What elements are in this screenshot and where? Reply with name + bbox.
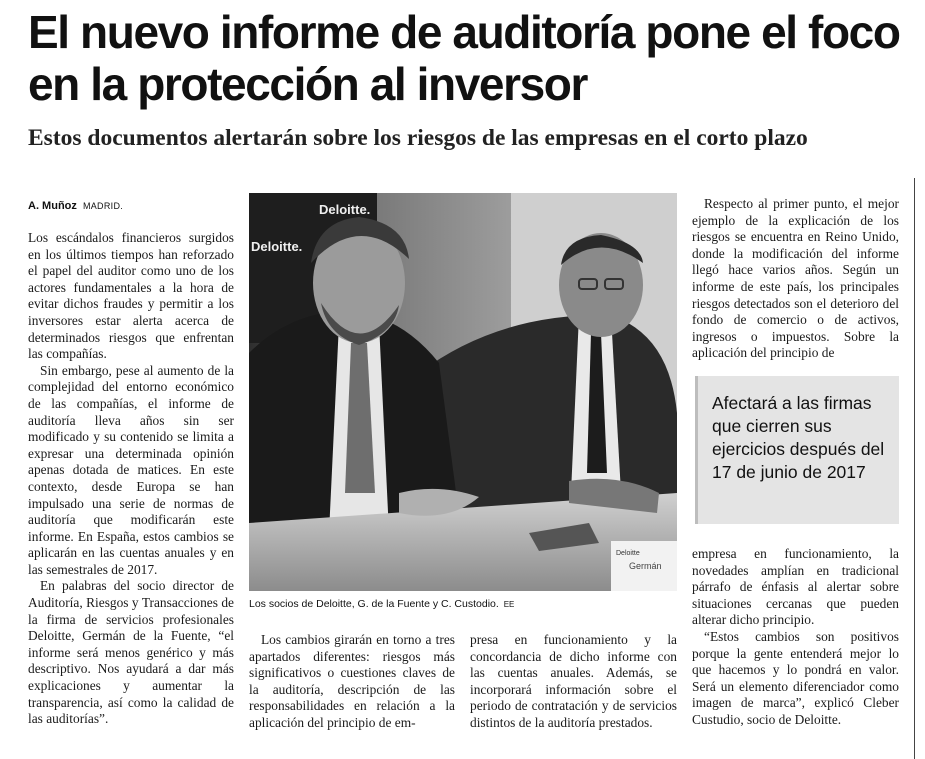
- photo-sign-left: Deloitte.: [251, 239, 303, 254]
- byline: [28, 200, 123, 212]
- photo-sign-top: Deloitte.: [319, 202, 371, 217]
- headline: El nuevo informe de auditoría pone el foco en la protección al inversor: [28, 6, 900, 110]
- column1-paragraph-3: En palabras del socio director de Auditoría, Riesgos y Transacciones de la firma de servicios profesionales Deloitte, Germán de la Fuente, “el informe será menos genérico y más descriptivo. Nos ayudará a dar más explicaciones y aumentar la transparencia, así como la calidad de las auditorías”.: [28, 578, 234, 727]
- photo-caption: [249, 598, 679, 610]
- article-column-1: [28, 230, 234, 728]
- byline-author: A. Muñoz: [28, 200, 77, 212]
- photo-nameplate-logo: Deloitte: [616, 550, 640, 557]
- column4-paragraph-1: Respecto al primer punto, el mejor ejemplo de la explicación de los riesgos se encuentra en Reino Unido, donde la modificación del informe llegó hace varios años. Según un informe de este país, los principales riesgos detectados son el deterioro del fondo de comercio o de activos, ingresos o impuestos. Sobre la aplicación del principio de: [692, 196, 899, 361]
- column1-paragraph-2: Sin embargo, pese al aumento de la complejidad del entorno económico de las compañías, el informe de auditoría lleva años sin ser modificado y su contenido se limita a expresar una determinada opinión apenas dotada de matices. En este contexto, desde Europa se han impulsado una serie de normas de auditoría que modificarán este informe. En España, estos cambios se aplicarán en las cuentas anuales y en las semestrales de 2017.: [28, 362, 234, 577]
- column2-paragraph: Los cambios girarán en torno a tres apartados diferentes: riesgos más significativos o cuestiones claves de la auditoría, descripción de las responsabilidades en relación a la aplicación del principio de em-: [249, 632, 455, 730]
- article-column-2: [249, 632, 455, 732]
- subheadline: Estos documentos alertarán sobre los riesgos de las empresas en el corto plazo: [28, 125, 808, 151]
- column4-paragraph-2: empresa en funcionamiento, la novedades amplían en tradicional párrafo de énfasis al alertar sobre situaciones cercanas que pueden alterar dicho principio.: [692, 546, 899, 628]
- article-photo: [249, 193, 677, 591]
- column3-paragraph: presa en funcionamiento y la concordancia de dicho informe con las cuentas anuales. Además, se incorporará información sobre el periodo de contratación y de servicios distintos de la auditoría prestados.: [470, 632, 677, 730]
- byline-place: MADRID.: [82, 201, 124, 211]
- article-column-4-bottom: [692, 546, 899, 729]
- photo-illustration: [249, 193, 677, 591]
- column1-paragraph-1: Los escándalos financieros surgidos en los últimos tiempos han reforzado el papel del auditor como uno de los actores fundamentales a la hora de evitar dichos fraudes y permitir a los inversores estar alerta acerca de determinados riesgos que enfrentan las compañías.: [28, 230, 234, 362]
- caption-text: Los socios de Deloitte, G. de la Fuente y C. Custodio.: [249, 598, 499, 610]
- caption-credit: EE: [503, 600, 515, 609]
- article-column-3: [470, 632, 677, 732]
- pull-quote: Afectará a las firmas que cierren sus ejercicios después del 17 de junio de 2017: [695, 376, 899, 524]
- column4-paragraph-3: “Estos cambios son positivos porque la gente entenderá mejor lo que hacemos y lo pondrá en valor. Será un elemento diferenciador como imagen de marca”, explicó Cleber Custudio, socio de Deloitte.: [692, 628, 899, 727]
- photo-nameplate-name: Germán: [629, 561, 662, 571]
- article-column-4-top: [692, 196, 899, 362]
- column-divider: [914, 178, 915, 759]
